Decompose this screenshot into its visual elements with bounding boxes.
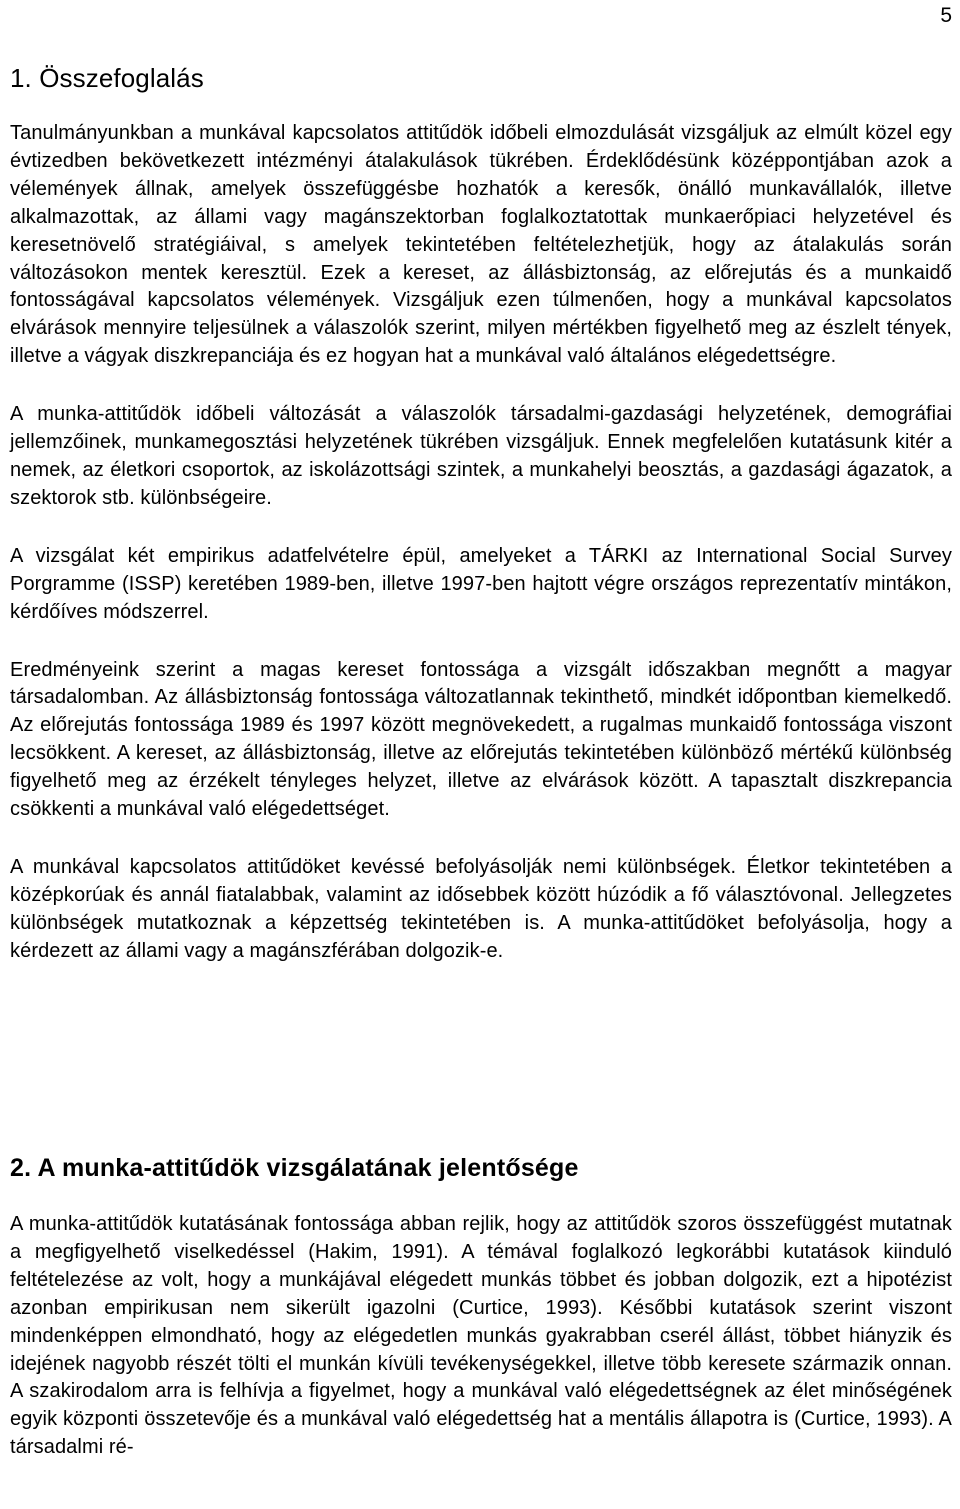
section-heading-summary: 1. Összefoglalás	[10, 63, 204, 93]
paragraph: A munka-attitűdök kutatásának fontossága abban rejlik, hogy az attitűdök szoros összefüggést mutatnak a megfigyelhető viselkedéssel (Hakim, 1991). A témával foglalkozó legkorábbi kutatások kiinduló feltételezése az volt, hogy a munkájával elégedett munkás többet és jobban dolgozik, ezt a hipotézist azonban empirikusan nem sikerült igazolni (Curtice, 1993). Későbbi kutatások szerint viszont mindenképpen elmondható, hogy az elégedetlen munkás gyakrabban cserél állást, többet hiányzik és idejének nagyobb részét tölti el munkán kívüli tevékenységekkel, illetve több keresete származik onnan. A szakirodalom arra is felhívja a figyelmet, hogy a munkával való elégedettségnek az élet minőségének egyik központi összetevője és a munkával való elégedettség hat a mentális állapotra is (Curtice, 1993). A társadalmi ré-	[10, 1213, 952, 1459]
paragraph: A munkával kapcsolatos attitűdöket kevéssé befolyásolják nemi különbségek. Életkor tekintetében a középkorúak és annál fiatalabbak, valamint az idősebbek között húzódik a fő választóvonal. Jellegzetes különbségek mutatkoznak a képzettség tekintetében is. A munka-attitűdöket befolyásolja, hogy a kérdezett az állami vagy a magánszférában dolgozik-e.	[10, 855, 952, 962]
section-summary	[10, 62, 952, 966]
paragraph: A vizsgálat két empirikus adatfelvételre épül, amelyeket a TÁRKI az International Social Survey Porgramme (ISSP) keretében 1989-ben, illetve 1997-ben hajtott végre országos reprezentatív mintákon, kérdőíves módszerrel.	[10, 544, 952, 623]
section-heading-importance: 2. A munka-attitűdök vizsgálatának jelentősége	[10, 1154, 579, 1182]
section-importance	[10, 1152, 952, 1462]
paragraph: Tanulmányunkban a munkával kapcsolatos attitűdök időbeli elmozdulását vizsgáljuk az elmúlt közel egy évtizedben bekövetkezett intézményi átalakulások tükrében. Érdeklődésünk középpontjában azok a vélemények állnak, amelyek összefüggésbe hozhatók a keresők, önálló munkavállalók, illetve alkalmazottak, az állami vagy magánszektorban foglalkoztatottak munkaerőpiaci helyzetével és keresetnövelő stratégiáival, s amelyek tekintetében feltételezhetjük, hogy az átalakulás során változásokon mentek keresztül. Ezek a kereset, az állásbiztonság, az előrejutás és a munkaidő fontosságával kapcsolatos vélemények. Vizsgáljuk ezen túlmenően, hogy a munkával kapcsolatos elvárások mennyire teljesülnek a válaszolók szerint, milyen mértékben figyelhető meg az észlelt tények, illetve a vágyak diszkrepanciája és ez hogyan hat a munkával való általános elégedettségre.	[10, 122, 952, 368]
page-number: 5	[940, 4, 952, 27]
paragraph: Eredményeink szerint a magas kereset fontossága a vizsgált időszakban megnőtt a magyar társadalomban. Az állásbiztonság fontossága változatlannak tekinthető, mindkét időpontban kiemelkedő. Az előrejutás fontossága 1989 és 1997 között megnövekedett, a rugalmas munkaidő fontossága viszont lecsökkent. A kereset, az állásbiztonság, illetve az előrejutás tekintetében különböző mértékű különbség figyelhető meg az érzékelt tényleges helyzet, illetve az elvárások között. A tapasztalt diszkrepancia csökkenti a munkával való elégedettséget.	[10, 658, 952, 821]
paragraph: A munka-attitűdök időbeli változását a válaszolók társadalmi-gazdasági helyzetének, demográfiai jellemzőinek, munkamegosztási helyzetének tükrében vizsgáljuk. Ennek megfelelően kutatásunk kitér a nemek, az életkori csoportok, az iskolázottsági szintek, a munkahelyi beosztás, a gazdasági ágazatok, a szektorok stb. különbségeire.	[10, 403, 952, 509]
